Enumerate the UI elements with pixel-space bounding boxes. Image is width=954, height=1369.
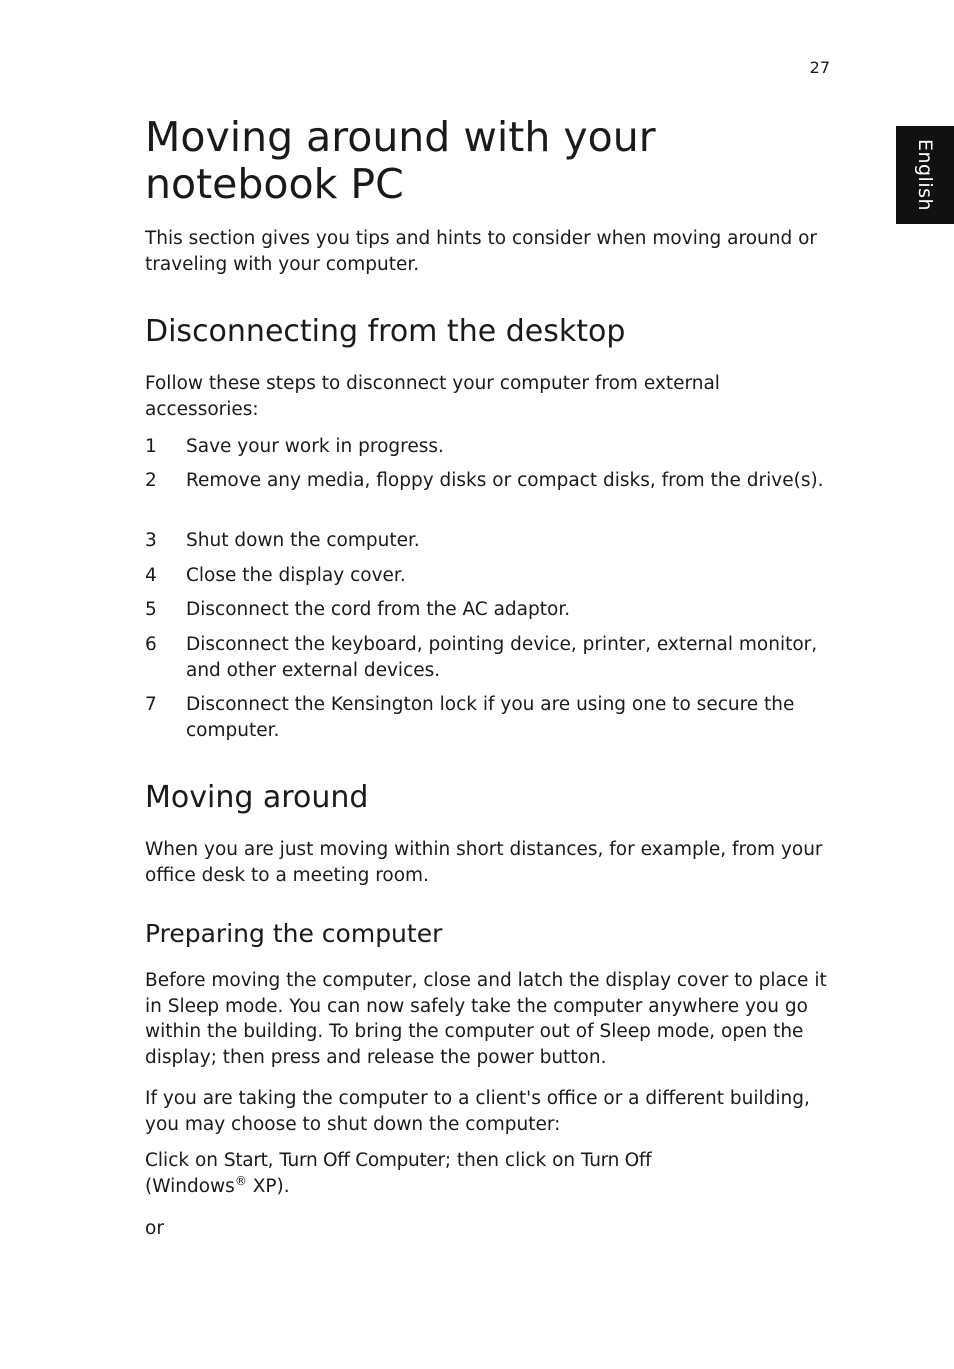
start-label: Start (223, 1150, 268, 1171)
turn-off-label: Turn Off (581, 1150, 652, 1171)
step-number: 1 (145, 436, 157, 457)
disconnect-lead-paragraph: Follow these steps to disconnect your computer from external accessories: (145, 373, 720, 420)
os-note-open: (Windows (145, 1175, 235, 1197)
step-text: Shut down the computer. (186, 530, 420, 551)
step-number: 7 (145, 694, 157, 715)
step-text: Remove any media, floppy disks or compact disks, from the drive(s). (186, 470, 824, 491)
step-number: 6 (145, 634, 157, 655)
step-number: 5 (145, 599, 157, 620)
step-number: 2 (145, 470, 157, 491)
turn-off-computer-label: Turn Off Computer (279, 1150, 445, 1171)
moving-lead-paragraph: When you are just moving within short distances, for example, from your office desk to a meeting room. (145, 839, 823, 886)
step-text: Disconnect the Kensington lock if you are using one to secure the computer. (186, 694, 795, 741)
step-text: Close the display cover. (186, 565, 406, 586)
intro-paragraph: This section gives you tips and hints to consider when moving around or traveling with your computer. (145, 228, 818, 275)
step-number: 3 (145, 530, 157, 551)
instruction-paragraph (145, 1148, 835, 1199)
page-title: Moving around with your notebook PC (145, 113, 656, 208)
or-text: or (145, 1218, 164, 1239)
language-tab-label: English (914, 138, 936, 212)
subheading-preparing: Preparing the computer (145, 919, 443, 948)
registered-mark: ® (234, 1173, 247, 1188)
step-text: Disconnect the keyboard, pointing device, printer, external monitor, and other external devices. (186, 634, 818, 681)
instruction-comma: , (267, 1150, 280, 1171)
step-text: Disconnect the cord from the AC adaptor. (186, 599, 571, 620)
os-note-close: XP). (246, 1175, 290, 1197)
shutdown-paragraph: If you are taking the computer to a client's office or a different building, you may choose to shut down the computer: (145, 1088, 810, 1135)
step-number: 4 (145, 565, 157, 586)
step-text: Save your work in progress. (186, 436, 444, 457)
section-heading-disconnecting: Disconnecting from the desktop (145, 314, 626, 349)
preparing-paragraph: Before moving the computer, close and latch the display cover to place it in Sleep mode. You can now safely take the computer anywhere you go within the building. To bring the computer out of Sleep mode, open the display; then press and release the power button. (145, 970, 827, 1068)
instruction-middle: ; then click on (444, 1150, 582, 1171)
page-number: 27 (809, 58, 830, 77)
language-tab (896, 126, 954, 224)
instruction-prefix: Click on (145, 1150, 224, 1171)
section-heading-moving-around: Moving around (145, 780, 369, 815)
